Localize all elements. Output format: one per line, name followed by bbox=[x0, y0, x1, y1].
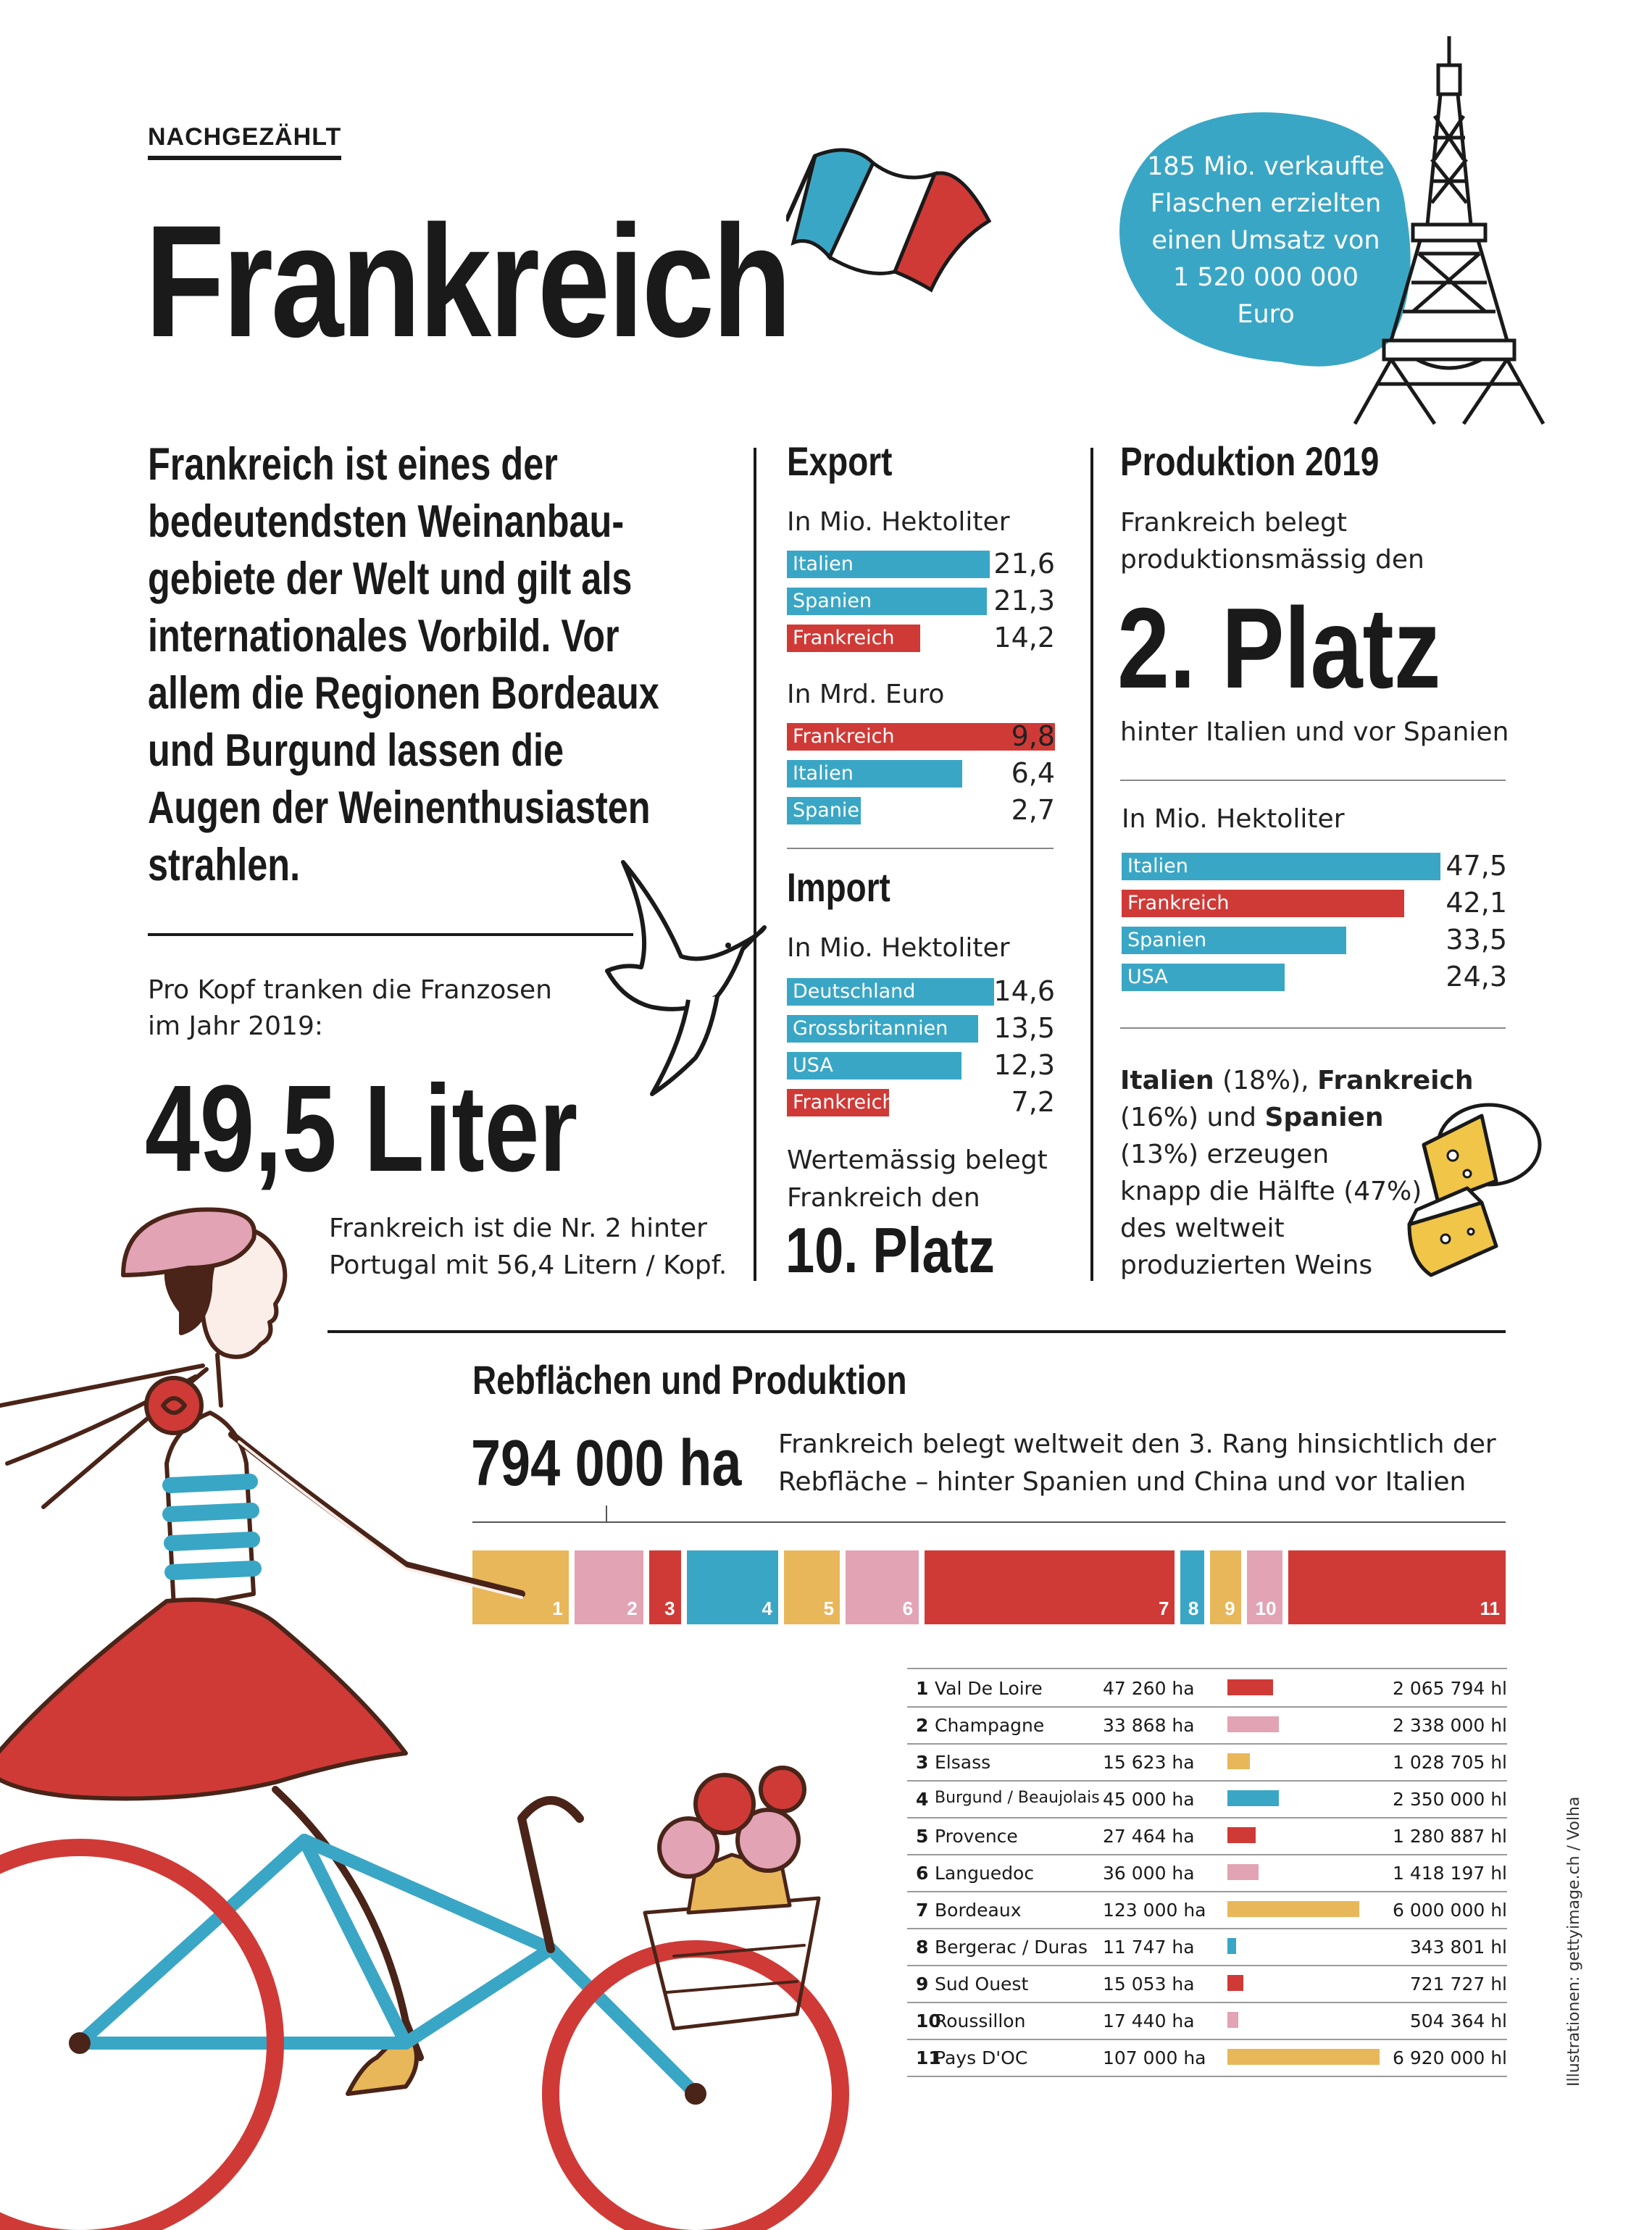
rebflaechen-note bbox=[778, 1426, 1496, 1501]
bar-label: Frankreich bbox=[793, 1091, 895, 1114]
row-hectares: 36 000 ha bbox=[1103, 1863, 1195, 1884]
intro-line: bedeutendsten Weinanbau- bbox=[148, 496, 625, 547]
row-bar bbox=[1227, 1753, 1250, 1769]
production-lead-line: produktionsmässig den bbox=[1120, 545, 1424, 575]
bar bbox=[787, 797, 872, 824]
bar-value: 47,5 bbox=[1446, 850, 1507, 882]
bar-value: 2,7 bbox=[1011, 794, 1055, 826]
share-spanien: Spanien bbox=[1264, 1103, 1384, 1132]
bubble-line: 185 Mio. verkaufte bbox=[1147, 152, 1385, 181]
row-hectares: 107 000 ha bbox=[1103, 2047, 1206, 2068]
bar bbox=[787, 1089, 895, 1116]
bar-label: Frankreich bbox=[1127, 892, 1230, 914]
import-rank: 10. Platz bbox=[785, 1214, 995, 1286]
intro-line: allem die Regionen Bordeaux bbox=[148, 668, 659, 719]
row-hectares: 33 868 ha bbox=[1103, 1715, 1195, 1736]
area-segment-label: 5 bbox=[823, 1598, 835, 1619]
bar bbox=[1122, 890, 1404, 917]
row-bar bbox=[1227, 1790, 1279, 1806]
rebflaechen-note-line: Frankreich belegt weltweit den 3. Rang hinsichtlich der bbox=[778, 1429, 1496, 1459]
export-unit-eur: In Mrd. Euro bbox=[787, 680, 945, 709]
area-segment bbox=[1210, 1550, 1240, 1624]
row-bar bbox=[1227, 1864, 1259, 1880]
production-rank-note: hinter Italien und vor Spanien bbox=[1120, 717, 1509, 747]
share-line: produzierten Weins bbox=[1120, 1250, 1373, 1280]
share-frankreich: Frankreich bbox=[1317, 1066, 1474, 1095]
dove-icon bbox=[601, 840, 768, 1130]
bar-label: Spanien bbox=[793, 590, 872, 612]
bar-value: 21,3 bbox=[993, 585, 1055, 617]
table-row bbox=[907, 1780, 1507, 1818]
bar-label: Deutschland bbox=[793, 980, 916, 1003]
row-bar bbox=[1227, 1827, 1256, 1843]
consumption-note-line: Frankreich ist die Nr. 2 hinter bbox=[329, 1214, 707, 1243]
share-line2-pct: (16%) und bbox=[1120, 1103, 1265, 1132]
row-hectares: 17 440 ha bbox=[1103, 2010, 1195, 2031]
production-lead bbox=[1120, 504, 1424, 578]
production-title: Produktion 2019 bbox=[1120, 438, 1380, 484]
area-segment-label: 1 bbox=[552, 1598, 563, 1619]
table-row bbox=[907, 1928, 1507, 1966]
bar-value: 33,5 bbox=[1446, 924, 1507, 956]
area-segment-label: 6 bbox=[902, 1598, 914, 1619]
bar-label: Frankreich bbox=[793, 725, 895, 748]
bar-label: Spanien bbox=[1127, 929, 1207, 951]
row-hectares: 47 260 ha bbox=[1103, 1678, 1195, 1699]
row-region: Languedoc bbox=[935, 1863, 1035, 1884]
row-number: 7 bbox=[916, 1900, 929, 1921]
bar-value: 14,2 bbox=[993, 622, 1055, 653]
row-region: Elsass bbox=[935, 1752, 991, 1773]
row-number: 10 bbox=[916, 2010, 941, 2031]
table-row bbox=[907, 2002, 1507, 2040]
bar bbox=[787, 1052, 961, 1079]
table-row bbox=[907, 1669, 1507, 1708]
kicker: NACHGEZÄHLT bbox=[148, 123, 341, 160]
bar-value: 12,3 bbox=[993, 1049, 1055, 1081]
row-hectoliters: 1 280 887 hl bbox=[1393, 1826, 1507, 1847]
export-title: Export bbox=[787, 438, 893, 484]
import-unit: In Mio. Hektoliter bbox=[787, 933, 1010, 963]
row-hectares: 45 000 ha bbox=[1103, 1789, 1195, 1810]
row-number: 9 bbox=[916, 1974, 929, 1995]
row-bar bbox=[1227, 1938, 1236, 1954]
bubble-line: 1 520 000 000 Euro bbox=[1172, 263, 1359, 329]
column-divider bbox=[754, 448, 756, 1281]
share-line: des weltweit bbox=[1120, 1214, 1285, 1243]
cheese-icon bbox=[1402, 1087, 1547, 1290]
eiffel-tower-icon bbox=[1348, 36, 1551, 427]
row-number: 2 bbox=[916, 1715, 929, 1736]
row-number: 4 bbox=[916, 1789, 929, 1810]
bar-label: Spanien bbox=[793, 799, 872, 822]
consumption-lead-line: im Jahr 2019: bbox=[148, 1011, 323, 1041]
bar-value: 6,4 bbox=[1011, 757, 1055, 789]
row-region: Val De Loire bbox=[935, 1678, 1043, 1699]
row-hectoliters: 2 350 000 hl bbox=[1393, 1789, 1507, 1810]
row-hectoliters: 2 338 000 hl bbox=[1393, 1715, 1507, 1736]
divider bbox=[1120, 780, 1506, 781]
area-segment bbox=[925, 1550, 1175, 1624]
bar-label: USA bbox=[793, 1054, 833, 1077]
share-italien-pct: (18%), bbox=[1214, 1066, 1318, 1095]
row-region: Champagne bbox=[935, 1715, 1045, 1736]
bar bbox=[1122, 927, 1346, 954]
bar-label: Frankreich bbox=[793, 627, 895, 649]
area-segment-label: 9 bbox=[1225, 1598, 1235, 1619]
bar-value: 42,1 bbox=[1446, 887, 1507, 919]
row-region: Sud Ouest bbox=[935, 1974, 1029, 1995]
share-italien: Italien bbox=[1120, 1066, 1214, 1095]
row-number: 3 bbox=[916, 1752, 929, 1773]
rebflaechen-title: Rebflächen und Produktion bbox=[472, 1357, 907, 1403]
row-number: 5 bbox=[916, 1826, 929, 1847]
consumption-lead bbox=[148, 972, 552, 1045]
row-hectoliters: 1 418 197 hl bbox=[1393, 1863, 1507, 1884]
area-segment bbox=[1247, 1550, 1282, 1624]
table-row bbox=[907, 1854, 1507, 1892]
bubble-line: Flaschen erzielten bbox=[1150, 189, 1382, 218]
bar bbox=[1122, 964, 1285, 991]
row-hectoliters: 1 028 705 hl bbox=[1393, 1752, 1507, 1773]
consumption-note-line: Portugal mit 56,4 Litern / Kopf. bbox=[329, 1250, 727, 1280]
intro-line: Frankreich ist eines der bbox=[148, 439, 558, 490]
row-region: Bordeaux bbox=[935, 1900, 1022, 1921]
bubble-line: einen Umsatz von bbox=[1151, 226, 1380, 255]
import-title: Import bbox=[787, 864, 890, 910]
row-bar bbox=[1227, 2012, 1238, 2028]
row-hectares: 15 053 ha bbox=[1103, 1974, 1195, 1995]
intro-line: Augen der Weinenthusiasten bbox=[148, 782, 651, 833]
cyclist-illustration bbox=[0, 1188, 869, 2230]
divider bbox=[787, 848, 1054, 849]
divider bbox=[1120, 1027, 1506, 1029]
bar-label: Italien bbox=[793, 553, 854, 575]
intro-text bbox=[148, 436, 659, 894]
share-line: (13%) erzeugen bbox=[1120, 1140, 1330, 1169]
bar-value: 24,3 bbox=[1446, 961, 1507, 993]
row-hectoliters: 504 364 hl bbox=[1409, 2010, 1507, 2031]
production-unit: In Mio. Hektoliter bbox=[1122, 804, 1345, 834]
intro-line: strahlen. bbox=[148, 840, 301, 890]
row-hectares: 123 000 ha bbox=[1103, 1900, 1206, 1921]
bar-value: 21,6 bbox=[993, 548, 1055, 580]
bar-label: USA bbox=[1127, 966, 1168, 988]
row-bar bbox=[1227, 1716, 1279, 1732]
bar-value: 13,5 bbox=[993, 1012, 1055, 1044]
row-region: Provence bbox=[935, 1826, 1018, 1847]
intro-line: gebiete der Welt und gilt als bbox=[148, 554, 633, 604]
row-number: 1 bbox=[916, 1678, 929, 1699]
row-hectoliters: 6 920 000 hl bbox=[1393, 2047, 1507, 2068]
share-line: knapp die Hälfte (47%) bbox=[1120, 1177, 1422, 1206]
row-region: Roussillon bbox=[935, 2010, 1026, 2031]
row-bar bbox=[1227, 1679, 1273, 1695]
credit: Illustrationen: gettyimage.ch / Volha bbox=[1565, 1796, 1583, 2087]
row-hectoliters: 2 065 794 hl bbox=[1393, 1678, 1507, 1699]
area-segment-label: 11 bbox=[1480, 1598, 1500, 1619]
production-lead-line: Frankreich belegt bbox=[1120, 508, 1347, 538]
row-number: 8 bbox=[916, 1937, 929, 1958]
area-segment bbox=[1288, 1550, 1506, 1624]
consumption-lead-line: Pro Kopf tranken die Franzosen bbox=[148, 975, 552, 1005]
export-unit-hl: In Mio. Hektoliter bbox=[787, 507, 1010, 537]
row-hectares: 15 623 ha bbox=[1103, 1752, 1195, 1773]
area-segment-label: 2 bbox=[627, 1598, 638, 1619]
table-row bbox=[907, 1891, 1507, 1929]
production-rank: 2. Platz bbox=[1117, 585, 1441, 712]
divider bbox=[148, 933, 633, 936]
row-hectoliters: 343 801 hl bbox=[1409, 1937, 1507, 1958]
bar-label: Italien bbox=[793, 762, 854, 785]
row-region: Bergerac / Duras bbox=[935, 1937, 1088, 1958]
bar-label: Italien bbox=[1127, 855, 1188, 877]
import-rank-line: Wertemässig belegt bbox=[787, 1145, 1048, 1175]
row-hectares: 27 464 ha bbox=[1103, 1826, 1195, 1847]
row-region: Pays D'OC bbox=[935, 2047, 1028, 2068]
table-row bbox=[907, 2039, 1507, 2077]
bar bbox=[787, 625, 920, 652]
row-number: 11 bbox=[916, 2047, 941, 2068]
row-bar bbox=[1227, 1975, 1243, 1991]
french-flag-icon bbox=[786, 134, 996, 308]
bar-label: Grossbritannien bbox=[793, 1017, 948, 1040]
table-row bbox=[907, 1965, 1507, 2003]
intro-line: internationales Vorbild. Vor bbox=[148, 611, 620, 661]
area-segment-label: 10 bbox=[1255, 1598, 1277, 1619]
intro-line: und Burgund lassen die bbox=[148, 725, 564, 776]
row-bar bbox=[1227, 2049, 1380, 2065]
rebflaechen-total: 794 000 ha bbox=[471, 1427, 742, 1500]
page-title: Frankreich bbox=[145, 192, 790, 370]
row-hectoliters: 6 000 000 hl bbox=[1393, 1900, 1507, 1921]
row-region: Burgund / Beaujolais bbox=[935, 1789, 1100, 1807]
table-row bbox=[907, 1743, 1507, 1782]
table-row bbox=[907, 1817, 1507, 1855]
area-segment bbox=[1180, 1550, 1204, 1624]
import-rank-line: Frankreich den bbox=[787, 1183, 980, 1213]
row-bar bbox=[1227, 1901, 1359, 1917]
area-segment-label: 7 bbox=[1158, 1598, 1169, 1619]
rebflaechen-note-line: Rebfläche – hinter Spanien und China und vor Italien bbox=[778, 1467, 1467, 1497]
column-divider bbox=[1090, 448, 1093, 1281]
bar-value: 14,6 bbox=[993, 975, 1055, 1007]
row-hectoliters: 721 727 hl bbox=[1409, 1974, 1507, 1995]
table-row bbox=[907, 1706, 1507, 1745]
row-hectares: 11 747 ha bbox=[1103, 1937, 1195, 1958]
bar bbox=[787, 760, 962, 788]
bar-value: 9,8 bbox=[1011, 720, 1055, 752]
bar-value: 7,2 bbox=[1011, 1086, 1055, 1118]
row-number: 6 bbox=[916, 1863, 929, 1884]
area-segment-label: 3 bbox=[664, 1598, 675, 1619]
consumption-value: 49,5 Liter bbox=[145, 1060, 578, 1198]
area-segment-label: 4 bbox=[762, 1598, 772, 1619]
area-segment-label: 8 bbox=[1188, 1598, 1199, 1619]
